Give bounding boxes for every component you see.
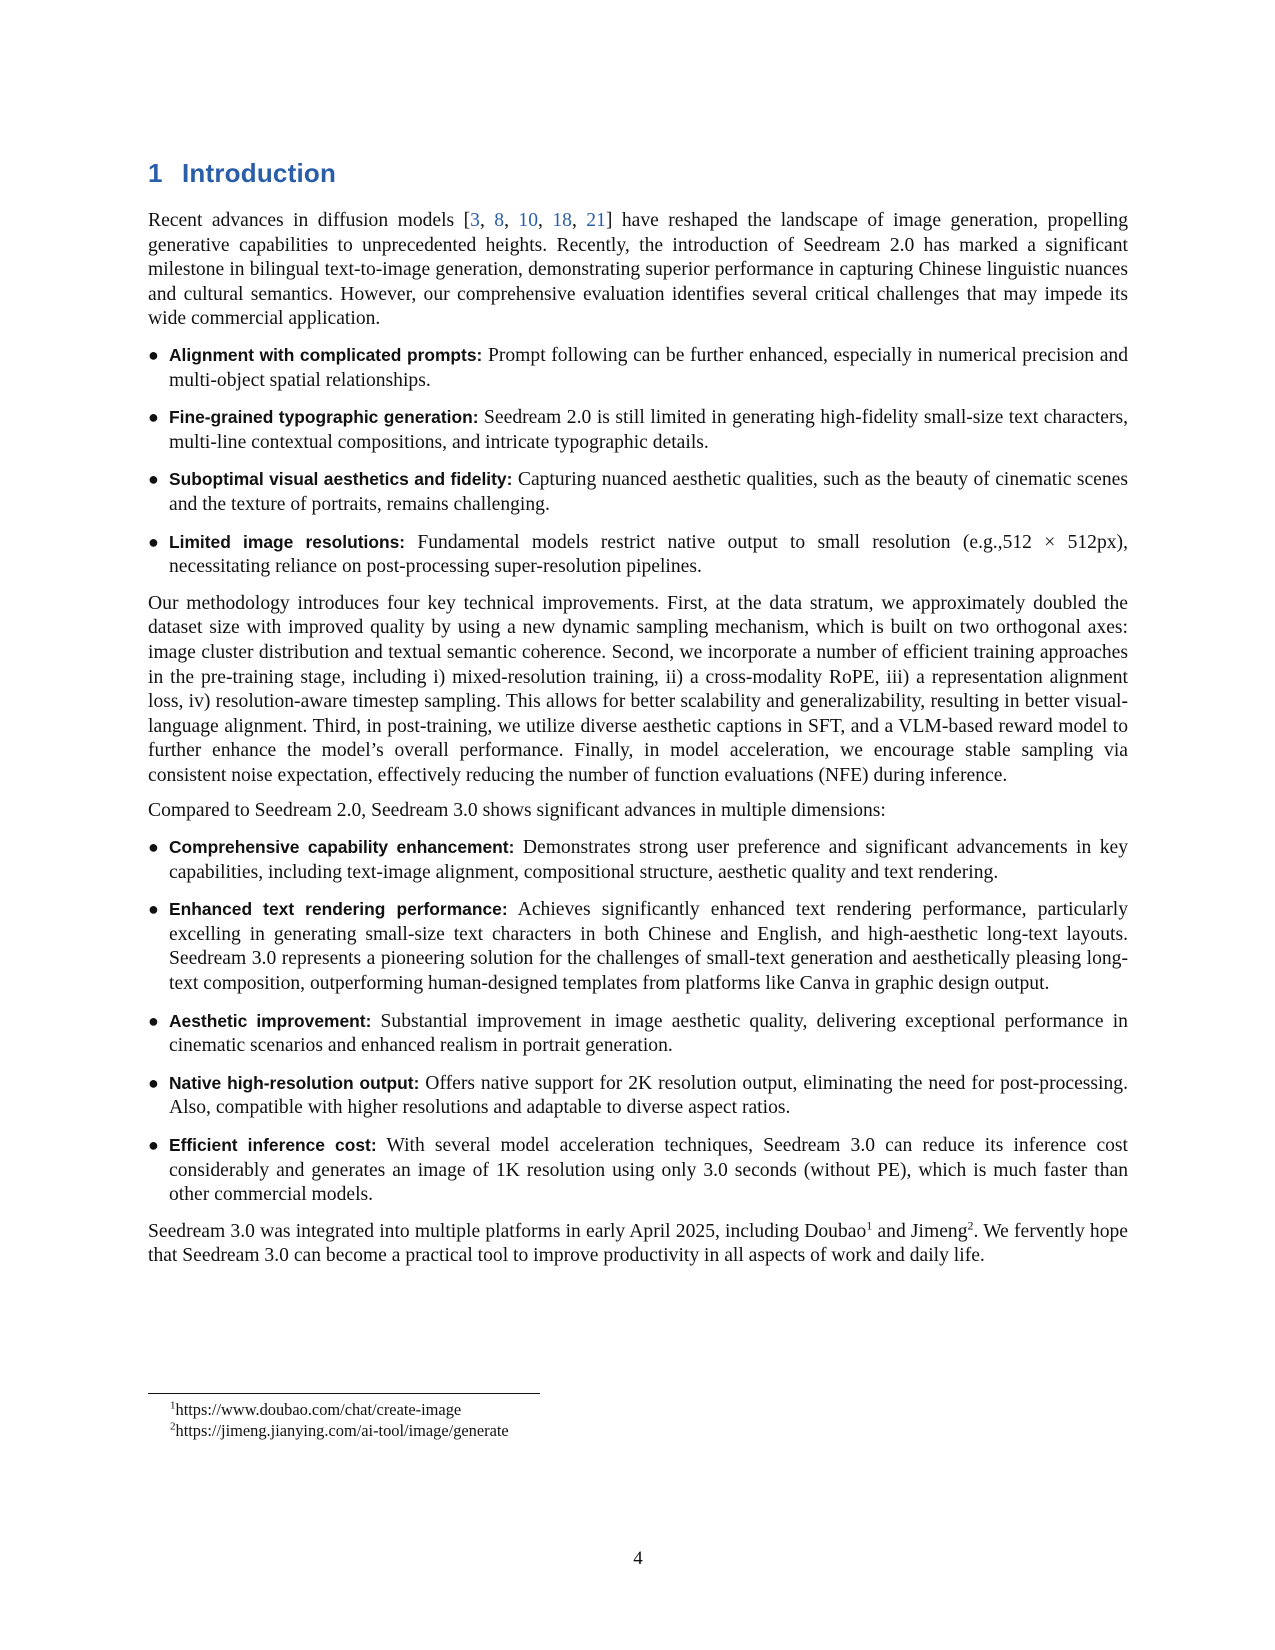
- list-item: ● Native high-resolution output: Offers native support for 2K resolution output, eliminating the need for post-processing. Also, compatible with higher resolutions and adaptable to diverse aspect ratios.: [148, 1072, 1128, 1119]
- list-item: ● Fine-grained typographic generation: Seedream 2.0 is still limited in generating high-fidelity small-size text characters, multi-line contextual compositions, and intricate typographic details.: [148, 407, 1129, 453]
- footnote-number: 2: [170, 1420, 176, 1433]
- list-item: ● Enhanced text rendering performance: Achieves significantly enhanced text rendering performance, particularly excelling in generating small-size text characters in both Chinese and English, and high-aesthetic long-text layouts. Seedream 3.0 represents a pioneering solution for the challenges of small-text generation and aesthetically pleasing long-text composition, outperforming human-designed templates from platforms like Canva in graphic design output.: [148, 899, 1128, 995]
- bullet-text: Seedream 2.0 is still limited in generating high-fidelity small-size text characters, multi-line contextual compositions, and intricate typographic details.: [169, 407, 1129, 453]
- intro-text-end: ] have reshaped the landscape of image generation, propelling generative capabilities to unprecedented heights. Recently, the introduction of Seedream 2.0 has marked a significant milestone in bilingual text-to-image generation, demonstrating superior performance in capturing Chinese linguistic nuances and cultural semantics. However, our comprehensive evaluation identifies several critical challenges that may impede its wide commercial application.: [148, 210, 1129, 330]
- bullet-text: Achieves significantly enhanced text rendering performance, particularly excelling in generating small-size text characters in both Chinese and English, and high-aesthetic long-text layouts. Seedream 3.0 represents a pioneering solution for the challenges of small-text generation and aesthetically pleasing long-text composition, outperforming human-designed templates from platforms like Canva in graphic design output.: [169, 899, 1128, 995]
- bullet-text: Capturing nuanced aesthetic qualities, such as the beauty of cinematic scenes and the texture of portraits, remains challenging.: [169, 469, 1128, 515]
- bullet-term: Aesthetic improvement: [169, 1010, 366, 1031]
- list-item: ● Suboptimal visual aesthetics and fidelity: Capturing nuanced aesthetic qualities, such as the beauty of cinematic scenes and the texture of portraits, remains challenging.: [148, 469, 1128, 515]
- advances-list: [148, 835, 1128, 1208]
- closing-paragraph: [148, 1220, 1128, 1269]
- page-number: 4: [633, 1548, 643, 1569]
- bullet-icon: ●: [148, 407, 159, 428]
- body-text: [148, 209, 1128, 1280]
- footnote: [170, 1399, 509, 1420]
- bullet-icon: ●: [148, 531, 159, 552]
- challenges-list: [148, 343, 1128, 580]
- bullet-text: Substantial improvement in image aesthetic quality, delivering exceptional performance in cinematic scenarios and enhanced realism in portrait generation.: [169, 1010, 1128, 1057]
- footnote-number: 1: [170, 1399, 176, 1412]
- closing-text: and Jimeng: [872, 1220, 968, 1242]
- bullet-icon: ●: [148, 1135, 159, 1155]
- citation-link[interactable]: 21: [586, 210, 606, 231]
- list-item: ● Aesthetic improvement: Substantial improvement in image aesthetic quality, delivering exceptional performance in cinematic scenarios and enhanced realism in portrait generation.: [148, 1010, 1128, 1057]
- bullet-term: Comprehensive capability enhancement: [169, 837, 509, 858]
- footnote-link[interactable]: https://jimeng.jianying.com/ai-tool/image/generate: [175, 1421, 509, 1440]
- comparison-paragraph: Compared to Seedream 2.0, Seedream 3.0 shows significant advances in multiple dimensions:: [148, 800, 886, 822]
- bullet-term: Limited image resolutions: [169, 531, 400, 552]
- bullet-icon: ●: [148, 1072, 159, 1093]
- bullet-icon: ●: [148, 899, 159, 920]
- intro-paragraph: Recent advances in diffusion models [3, 8, 10, 18, 21] have reshaped the landscape of image generation, propelling generative capabilities to unprecedented heights. Recently, the introduction of Seedream 2.0 has marked a significant milestone in bilingual text-to-image generation, demonstrating superior performance in capturing Chinese linguistic nuances and cultural semantics. However, our comprehensive evaluation identifies several critical challenges that may impede its wide commercial application.: [148, 210, 1129, 330]
- footnote: [170, 1420, 509, 1441]
- bullet-text: With several model acceleration techniques, Seedream 3.0 can reduce its inference cost considerably and generates an image of 1K resolution using only 3.0 seconds (without PE), which is much faster than other commercial models.: [169, 1135, 1129, 1206]
- section-number: 1: [148, 158, 163, 188]
- bullet-text: Offers native support for 2K resolution output, eliminating the need for post-processing. Also, compatible with higher resolutions and adaptable to diverse aspect ratios.: [169, 1072, 1128, 1119]
- intro-text-start: Recent advances in diffusion models [: [148, 210, 471, 231]
- list-item: ● Comprehensive capability enhancement: Demonstrates strong user preference and significant advancements in key capabilities, including text-image alignment, compositional structure, aesthetic quality and text rendering.: [148, 837, 1129, 883]
- citation-link[interactable]: 3: [470, 210, 480, 231]
- citation-link[interactable]: 8: [494, 210, 505, 231]
- citation-link[interactable]: 18: [552, 210, 572, 231]
- paper-page: [148, 0, 1128, 1650]
- section-title: Introduction: [182, 158, 337, 188]
- closing-text: Seedream 3.0 was integrated into multiple platforms in early April 2025, including Doubao: [148, 1220, 867, 1242]
- bullet-text: Demonstrates strong user preference and significant advancements in key capabilities, including text-image alignment, compositional structure, aesthetic quality and text rendering.: [169, 837, 1129, 883]
- citation-link[interactable]: 10: [518, 210, 539, 231]
- footnote-marker[interactable]: 1: [866, 1218, 873, 1233]
- bullet-term: Alignment with complicated prompts: [169, 344, 477, 365]
- bullet-icon: ●: [148, 469, 159, 490]
- bullet-icon: ●: [148, 344, 159, 365]
- bullet-icon: ●: [148, 837, 159, 858]
- list-item: ● Efficient inference cost: With several model acceleration techniques, Seedream 3.0 can reduce its inference cost considerably and generates an image of 1K resolution using only 3.0 seconds (without PE), which is much faster than other commercial models.: [148, 1135, 1129, 1206]
- bullet-icon: ●: [148, 1010, 159, 1031]
- footnotes: [170, 1399, 509, 1441]
- list-item: ● Alignment with complicated prompts: Prompt following can be further enhanced, especially in numerical precision and multi-object spatial relationships.: [148, 344, 1128, 391]
- bullet-text: Fundamental models restrict native output to small resolution (e.g.,512 × 512px), necessitating reliance on post-processing super-resolution pipelines.: [169, 531, 1128, 578]
- bullet-term: Suboptimal visual aesthetics and fidelity: [169, 469, 507, 490]
- closing-text: . We fervently hope that Seedream 3.0 can become a practical tool to improve productivity in all aspects of work and daily life.: [148, 1220, 1128, 1267]
- methodology-paragraph: Our methodology introduces four key technical improvements. First, at the data stratum, we approximately doubled the dataset size with improved quality by using a new dynamic sampling mechanism, which is built on two orthogonal axes: image cluster distribution and textual semantic coherence. Second, we incorporate a number of efficient training approaches in the pre-training stage, including i) mixed-resolution training, ii) a cross-modality RoPE, iii) a representation alignment loss, iv) resolution-aware timestep sampling. This allows for better scalability and generalizability, resulting in better visual-language alignment. Third, in post-training, we utilize diverse aesthetic captions in SFT, and a VLM-based reward model to further enhance the model’s overall performance. Finally, in model acceleration, we encourage stable sampling via consistent noise expectation, effectively reducing the number of function evaluations (NFE) during inference.: [148, 592, 1128, 786]
- footnote-link[interactable]: https://www.doubao.com/chat/create-image: [175, 1400, 462, 1419]
- bullet-term: Fine-grained typographic generation: [169, 407, 473, 428]
- bullet-text: Prompt following can be further enhanced, especially in numerical precision and multi-object spatial relationships.: [169, 344, 1128, 391]
- bullet-term: Enhanced text rendering performance: [169, 899, 502, 920]
- section-heading: [148, 158, 336, 189]
- list-item: ● Limited image resolutions: Fundamental models restrict native output to small resolution (e.g.,512 × 512px), necessitating reliance on post-processing super-resolution pipelines.: [148, 531, 1128, 578]
- bullet-term: Native high-resolution output: [169, 1072, 414, 1093]
- footnote-marker[interactable]: 2: [967, 1218, 974, 1233]
- footnote-divider: [148, 1393, 540, 1394]
- bullet-term: Efficient inference cost: [169, 1135, 371, 1155]
